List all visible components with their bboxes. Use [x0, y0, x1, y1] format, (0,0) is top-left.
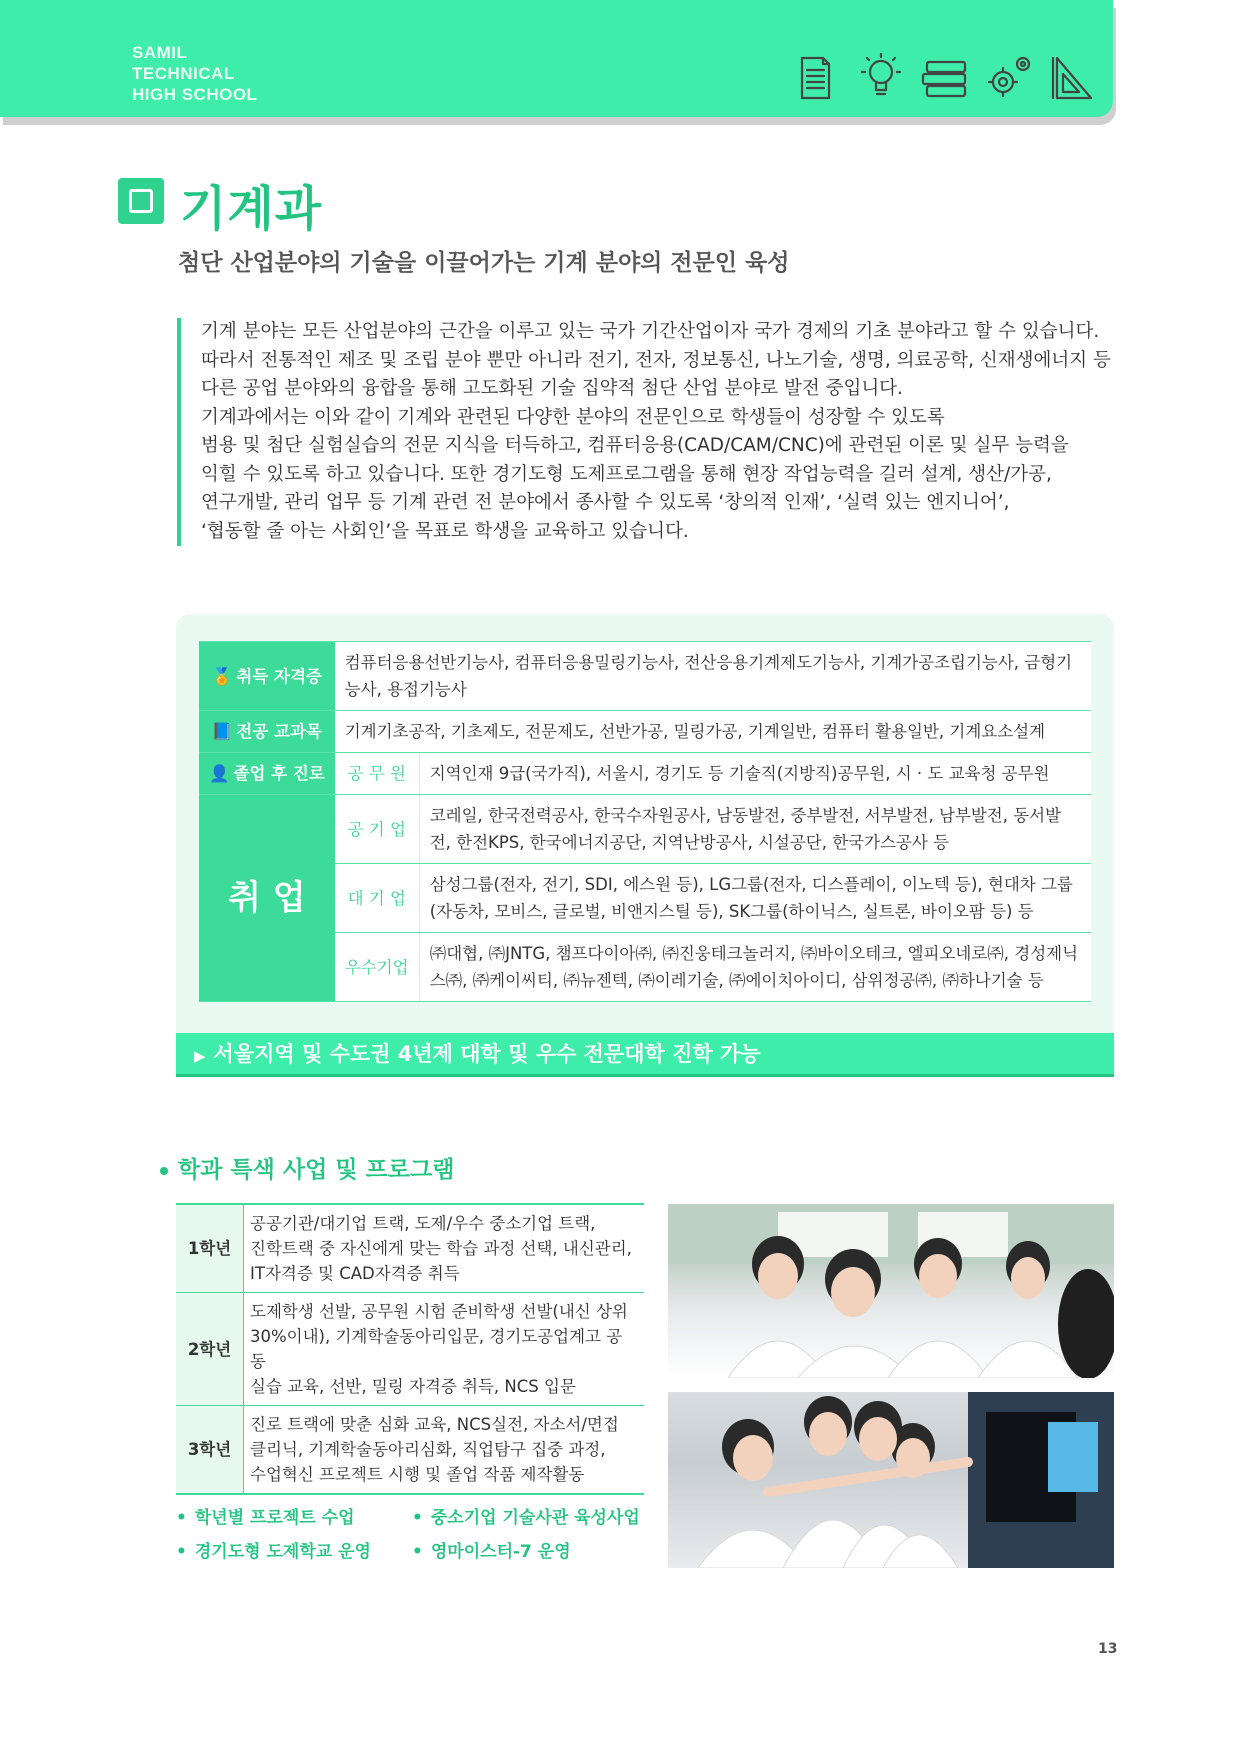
bullet-item: • 중소기업 기술사관 육성사업 — [412, 1503, 640, 1528]
classroom-photo — [668, 1204, 1114, 1378]
lightbulb-icon — [862, 54, 900, 94]
career-type: 대 기 업 — [335, 864, 420, 933]
grade-table — [176, 1203, 644, 1495]
person-icon: 👤 — [209, 764, 230, 783]
triangle-right-icon: ▶ — [194, 1047, 206, 1065]
grade-description: 진로 트랙에 맞춘 심화 교육, NCS실전, 자소서/면접 클리닉, 기계학술동아리심화, 직업탐구 집중 과정, 수업혁신 프로젝트 시행 및 졸업 작품 제작활동 — [244, 1406, 645, 1495]
document-icon — [802, 58, 829, 98]
gears-icon — [989, 58, 1029, 96]
header-banner — [0, 0, 1113, 117]
career-row — [199, 795, 1091, 864]
books-icon — [923, 62, 965, 96]
info-table — [199, 641, 1091, 1002]
department-icon — [118, 178, 164, 224]
bullet-item: • 영마이스터-7 운영 — [412, 1537, 571, 1562]
page-title: 기계과 — [180, 181, 323, 237]
grade-label: 2학년 — [176, 1293, 244, 1406]
career-value: ㈜대협, ㈜JNTG, 챔프다이아㈜, ㈜진웅테크놀러지, ㈜바이오테크, 엘피오네로㈜, 경성제닉스㈜, ㈜케이씨티, ㈜뉴젠텍, ㈜이레기술, ㈜에이치아이디, 삼위정공㈜, ㈜하나기술 등 — [419, 933, 1091, 1002]
grade-description: 공공기관/대기업 트랙, 도제/우수 중소기업 트랙, 진학트랙 중 자신에게 맞는 학습 과정 선택, 내신관리, IT자격증 및 CAD자격증 취득 — [244, 1204, 645, 1293]
cert-row — [199, 642, 1091, 711]
bullet-item: • 경기도형 도제학교 운영 — [176, 1537, 371, 1562]
university-bar: ▶ 서울지역 및 수도권 4년제 대학 및 우수 전문대학 진학 가능 — [176, 1033, 1114, 1077]
grade-label: 3학년 — [176, 1406, 244, 1495]
intro-text: 기계 분야는 모든 산업분야의 근간을 이루고 있는 국가 기간산업이자 국가 경제의 기초 분야라고 할 수 있습니다. 따라서 전통적인 제조 및 조립 분야 뿐만 아니라 전기, 전자, 정보통신, 나노기술, 생명, 의료공학, 신재생에너지 등 다른 공업 분야와의 융합을 통해 고도화된 기술 집약적 첨단 산업 분야로 발전 중입니다. 기계과에서는 이와 같이 기계와 관련된 다양한 분야의 전문인으로 학생들이 성장할 수 있도록 범용 및 첨단 실험실습의 전문 지식을 터득하고, 컴퓨터응용(CAD/CAM/CNC)에 관련된 이론 및 실무 능력을 익힐 수 있도록 하고 있습니다. 또한 경기도형 도제프로그램을 통해 현장 작업능력을 길러 설계, 생산/가공, 연구개발, 관리 업무 등 기계 관련 전 분야에서 종사할 수 있도록 ‘창의적 인재’, ‘실력 있는 엔지니어’, ‘협동할 줄 아는 사회인’을 목표로 학생을 교육하고 있습니다. — [177, 318, 1101, 546]
grade-row — [176, 1204, 644, 1293]
page-number: 13 — [1098, 1641, 1118, 1657]
courses-value: 기계기초공작, 기초제도, 전문제도, 선반가공, 밀링가공, 기계일반, 컴퓨터 활용일반, 기계요소설계 — [335, 711, 1091, 753]
school-name: SAMIL TECHNICAL HIGH SCHOOL — [132, 43, 258, 104]
career-type: 우수기업 — [335, 933, 420, 1002]
career-value: 삼성그룹(전자, 전기, SDI, 에스원 등), LG그룹(전자, 디스플레이, 이노텍 등), 현대차 그룹 (자동차, 모비스, 글로벌, 비앤지스틸 등), SK그룹(하이닉스, 실트론, 바이오팜 등) 등 — [419, 864, 1091, 933]
workshop-photo — [668, 1392, 1114, 1568]
career-label: 👤 졸업 후 진로 — [199, 753, 335, 795]
award-icon: 🏅 — [211, 666, 233, 686]
career-type: 공 기 업 — [335, 795, 420, 864]
career-value: 지역인재 9급(국가직), 서울시, 경기도 등 기술직(지방직)공무원, 시 · 도 교육청 공무원 — [419, 753, 1091, 795]
courses-row — [199, 711, 1091, 753]
bullet-item: • 학년별 프로젝트 수업 — [176, 1503, 355, 1528]
courses-label: 📘 전공 교과목 — [199, 711, 335, 753]
career-type: 공 무 원 — [335, 753, 420, 795]
page-subtitle: 첨단 산업분야의 기술을 이끌어가는 기계 분야의 전문인 육성 — [178, 250, 790, 276]
grade-row — [176, 1293, 644, 1406]
grade-label: 1학년 — [176, 1204, 244, 1293]
grade-description: 도제학생 선발, 공무원 시험 준비학생 선발(내신 상위 30%이내), 기계학술동아리입문, 경기도공업계고 공동 실습 교육, 선반, 밀링 자격증 취득, NCS 입문 — [244, 1293, 645, 1406]
book-icon: 📘 — [211, 722, 233, 741]
cert-value: 컴퓨터응용선반기능사, 컴퓨터응용밀링기능사, 전산응용기계제도기능사, 기계가공조립기능사, 금형기능사, 용접기능사 — [335, 642, 1091, 711]
grade-row — [176, 1406, 644, 1495]
programs-title: 학과 특색 사업 및 프로그램 — [160, 1151, 454, 1184]
career-row — [199, 753, 1091, 795]
job-label: 취 업 — [199, 795, 335, 1002]
ruler-triangle-icon — [1053, 58, 1091, 98]
header-icons — [795, 52, 1095, 102]
career-value: 코레일, 한국전력공사, 한국수자원공사, 남동발전, 중부발전, 서부발전, 남부발전, 동서발전, 한전KPS, 한국에너지공단, 지역난방공사, 시설공단, 한국가스공사 등 — [419, 795, 1091, 864]
cert-label: 🏅 취득 자격증 — [199, 642, 335, 711]
